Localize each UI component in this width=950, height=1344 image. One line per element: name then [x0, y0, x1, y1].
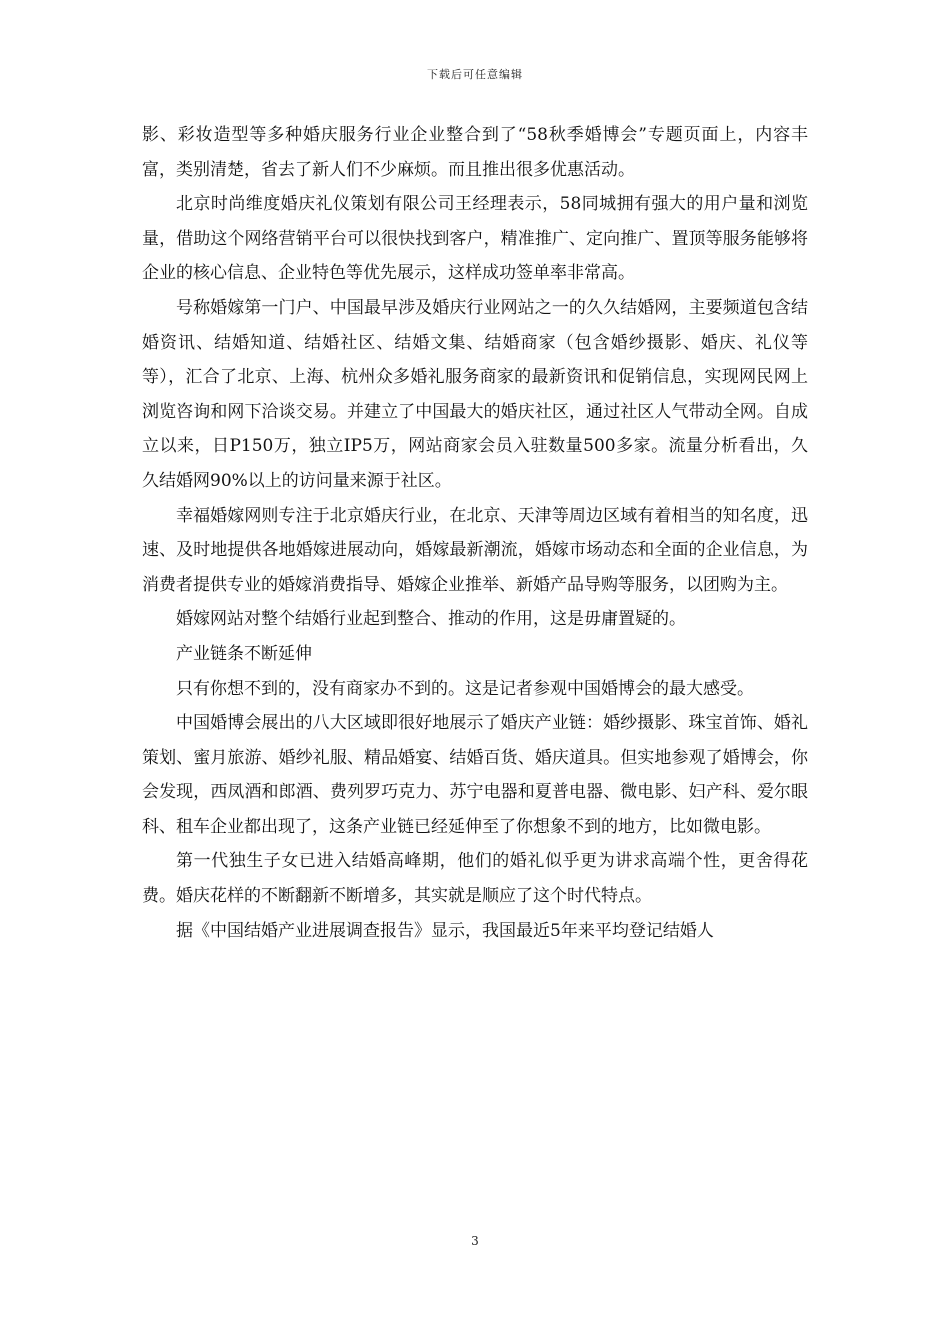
paragraph-8: 中国婚博会展出的八大区域即很好地展示了婚庆产业链：婚纱摄影、珠宝首饰、婚礼策划、蜜月旅游、婚纱礼服、精品婚宴、结婚百货、婚庆道具。但实地参观了婚博会，你会发现，西凤酒和郎酒、费列罗巧克力、苏宁电器和夏普电器、微电影、妇产科、爱尔眼科、租车企业都出现了，这条产业链已经延伸至了你想象不到的地方，比如微电影。 [142, 713, 808, 837]
section-heading: 产业链条不断延伸 [176, 643, 312, 664]
paragraph-4: 幸福婚嫁网则专注于北京婚庆行业，在北京、天津等周边区域有着相当的知名度，迅速、及时地提供各地婚嫁进展动向，婚嫁最新潮流，婚嫁市场动态和全面的企业信息，为消费者提供专业的婚嫁消费指导、婚嫁企业推举、新婚产品导购等服务，以团购为主。 [142, 505, 808, 595]
paragraph-10: 据《中国结婚产业进展调查报告》显示，我国最近5年来平均登记结婚人 [176, 920, 714, 941]
document-body [142, 118, 808, 948]
paragraph-1: 影、彩妆造型等多种婚庆服务行业企业整合到了“58秋季婚博会”专题页面上，内容丰富，类别清楚，省去了新人们不少麻烦。而且推出很多优惠活动。 [142, 125, 808, 180]
page-number: 3 [471, 1234, 479, 1248]
paragraph-2: 北京时尚维度婚庆礼仪策划有限公司王经理表示，58同城拥有强大的用户量和浏览量，借助这个网络营销平台可以很快找到客户，精准推广、定向推广、置顶等服务能够将企业的核心信息、企业特色等优先展示，这样成功签单率非常高。 [142, 194, 808, 284]
paragraph-9: 第一代独生子女已进入结婚高峰期，他们的婚礼似乎更为讲求高端个性，更舍得花费。婚庆花样的不断翻新不断增多，其实就是顺应了这个时代特点。 [142, 851, 808, 907]
paragraph-7: 只有你想不到的，没有商家办不到的。这是记者参观中国婚博会的最大感受。 [176, 678, 754, 699]
paragraph-3: 号称婚嫁第一门户、中国最早涉及婚庆行业网站之一的久久结婚网，主要频道包含结婚资讯、结婚知道、结婚社区、结婚文集、结婚商家（包含婚纱摄影、婚庆、礼仪等等），汇合了北京、上海、杭州众多婚礼服务商家的最新资讯和促销信息，实现网民网上浏览咨询和网下洽谈交易。并建立了中国最大的婚庆社区，通过社区人气带动全网。自成立以来，日P150万，独立IP5万，网站商家会员入驻数量500多家。流量分析看出，久久结婚网90%以上的访问量来源于社区。 [142, 297, 808, 491]
paragraph-5: 婚嫁网站对整个结婚行业起到整合、推动的作用，这是毋庸置疑的。 [176, 609, 686, 630]
page-header: 下载后可任意编辑 [427, 68, 523, 81]
